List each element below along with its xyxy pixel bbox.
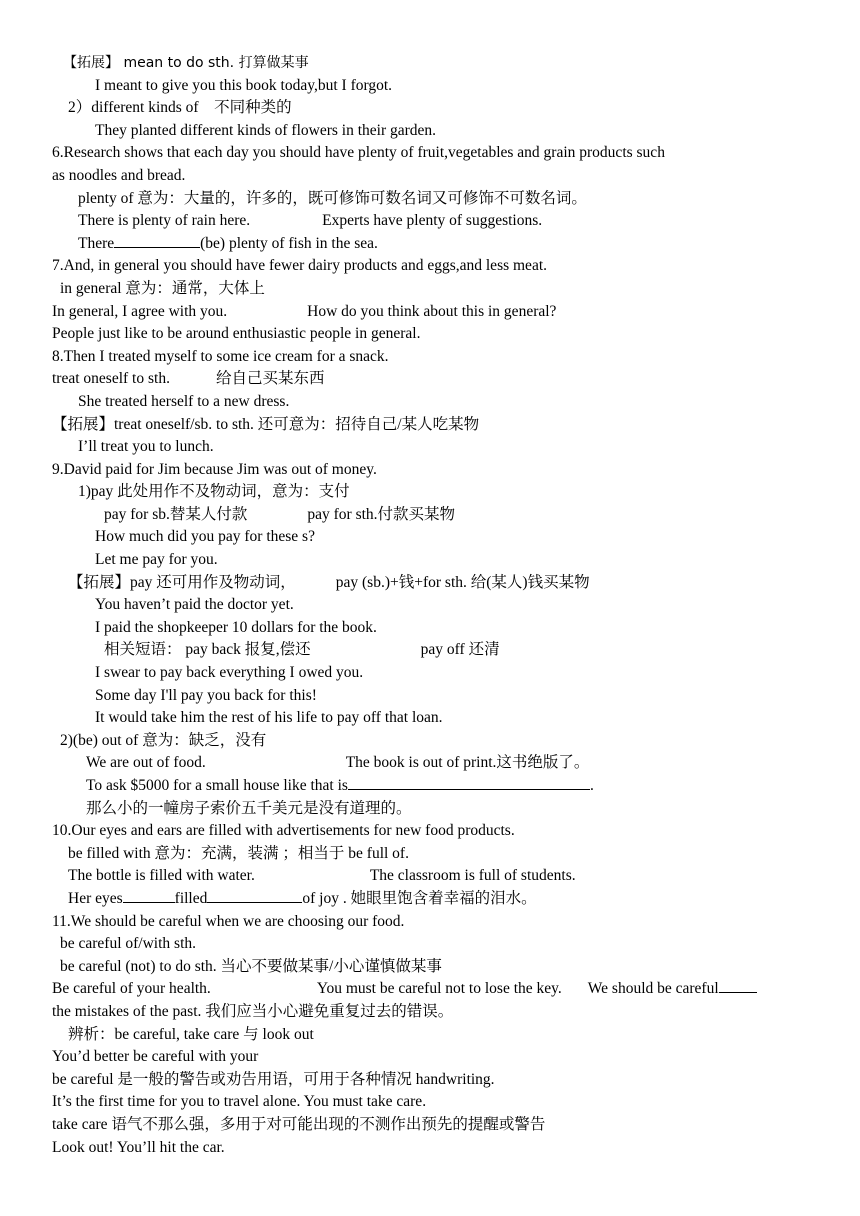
line-38: Her eyes filled of joy . 她眼里饱含着幸福的泪水。: [68, 889, 537, 907]
line-30: It would take him the rest of his life to pay off that loan.: [95, 709, 443, 727]
line-18: I’ll treat you to lunch.: [78, 438, 214, 456]
line-08: There is plenty of rain here. Experts have plenty of suggestions.: [78, 212, 543, 230]
line-01: 【拓展】 mean to do sth. 打算做某事: [63, 55, 309, 71]
line-15: treat oneself to sth. 给自己买某东西: [52, 370, 325, 388]
line-05: 6.Research shows that each day you should have plenty of fruit,vegetables and grain products such: [52, 144, 665, 162]
line-39: 11.We should be careful when we are choosing our food.: [52, 912, 405, 930]
line-07: plenty of 意为：大量的，许多的，既可修饰可数名词又可修饰不可数名词。: [78, 189, 587, 207]
line-13: People just like to be around enthusiastic people in general.: [52, 325, 421, 343]
line-06: as noodles and bread.: [52, 166, 186, 184]
line-43: the mistakes of the past. 我们应当小心避免重复过去的错误。: [52, 1002, 454, 1020]
answer-blank[interactable]: [719, 978, 757, 993]
line-42: Be careful of your health. You must be careful not to lose the key. We should be careful: [0, 978, 860, 1001]
line-23: Let me pay for you.: [95, 551, 218, 569]
line-48: take care 语气不那么强，多用于对可能出现的不测作出预先的提醒或警告: [52, 1115, 546, 1133]
line-46: be careful 是一般的警告或劝告用语，可用于各种情况 handwriting.: [52, 1070, 495, 1088]
line-22: How much did you pay for these s?: [95, 528, 315, 546]
line-25: You haven’t paid the doctor yet.: [95, 596, 294, 614]
line-17: 【拓展】treat oneself/sb. to sth. 还可意为：招待自己/某人吃某物: [52, 415, 480, 433]
line-49: Look out! You’ll hit the car.: [52, 1138, 225, 1156]
line-26: I paid the shopkeeper 10 dollars for the book.: [95, 618, 377, 636]
line-34: 那么小的一幢房子索价五千美元是没有道理的。: [86, 799, 412, 817]
line-16: She treated herself to a new dress.: [78, 392, 290, 410]
line-12: In general, I agree with you. How do you think about this in general?: [52, 302, 557, 320]
line-10: 7.And, in general you should have fewer dairy products and eggs,and less meat.: [52, 257, 548, 275]
line-32: We are out of food. The book is out of print.这书绝版了。: [86, 754, 590, 772]
line-14: 8.Then I treated myself to some ice cream for a snack.: [52, 347, 389, 365]
document-page: [0, 52, 860, 1159]
line-45: You’d better be careful with your: [52, 1048, 259, 1066]
line-04: They planted different kinds of flowers in their garden.: [95, 121, 437, 139]
line-21: pay for sb.替某人付款 pay for sth.付款买某物: [104, 505, 456, 523]
line-37: The bottle is filled with water. The classroom is full of students.: [68, 867, 576, 885]
line-44: 辨析：be careful, take care 与 look out: [68, 1025, 314, 1043]
line-33: To ask $5000 for a small house like that is .: [86, 777, 594, 794]
line-29: Some day I'll pay you back for this!: [95, 686, 317, 704]
line-36: be filled with 意为：充满，装满 ；相当于 be full of.: [68, 844, 409, 862]
line-20: 1)pay 此处用作不及物动词，意为：支付: [78, 483, 350, 501]
line-27: 相关短语： pay back 报复,偿还 pay off 还清: [104, 641, 500, 659]
answer-blank[interactable]: [123, 888, 175, 903]
line-40: be careful of/with sth.: [60, 935, 197, 953]
line-24: 【拓展】pay 还可用作及物动词， pay (sb.)+钱+for sth. 给(某人)钱买某物: [68, 573, 590, 591]
line-09: There (be) plenty of fish in the sea.: [78, 234, 378, 252]
line-11: in general 意为：通常，大体上: [60, 279, 265, 297]
line-35: 10.Our eyes and ears are filled with advertisements for new food products.: [52, 822, 515, 840]
line-02: I meant to give you this book today,but I forgot.: [95, 76, 393, 94]
line-03: 2）different kinds of 不同种类的: [68, 99, 292, 117]
answer-blank[interactable]: [207, 888, 302, 903]
line-28: I swear to pay back everything I owed you.: [95, 664, 364, 682]
line-31: 2)(be) out of 意为：缺乏，没有: [60, 731, 267, 749]
line-41: be careful (not) to do sth. 当心不要做某事/小心谨慎做某事: [60, 957, 442, 975]
answer-blank[interactable]: [114, 233, 200, 248]
line-47: It’s the first time for you to travel alone. You must take care.: [52, 1093, 427, 1111]
answer-blank[interactable]: [348, 775, 590, 790]
line-19: 9.David paid for Jim because Jim was out of money.: [52, 460, 377, 478]
